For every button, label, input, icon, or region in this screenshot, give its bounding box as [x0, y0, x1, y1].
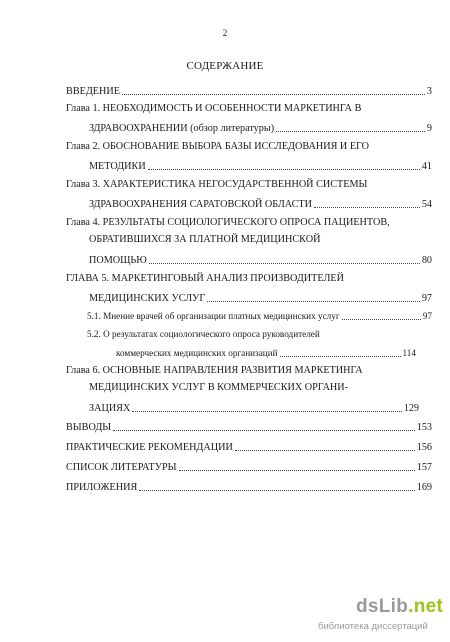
toc-entry-section-5-2-title: 5.2. О результатах социологического опроса руководителей [87, 329, 320, 339]
leader-dots [149, 263, 420, 264]
toc-page-number: 9 [426, 123, 432, 134]
toc-entry-chapter-1-title: Глава 1. НЕОБХОДИМОСТЬ И ОСОБЕННОСТИ МАРКЕТИНГА В [66, 103, 362, 114]
toc-page-number: 156 [416, 442, 432, 453]
leader-dots [122, 94, 425, 95]
toc-entry-conclusions: ВЫВОДЫ 153 [66, 422, 432, 433]
toc-title: СОДЕРЖАНИЕ [186, 60, 264, 72]
toc-page-number: 3 [426, 86, 432, 97]
toc-entry-section-5-1: 5.1. Мнение врачей об организации платных медицинских услуг 97 [87, 311, 432, 321]
leader-dots [276, 131, 425, 132]
toc-entry-chapter-3: ЗДРАВООХРАНЕНИЯ САРАТОВСКОЙ ОБЛАСТИ 54 [89, 199, 432, 210]
toc-entry-appendices: ПРИЛОЖЕНИЯ 169 [66, 482, 432, 493]
toc-entry-chapter-5-title: ГЛАВА 5. МАРКЕТИНГОВЫЙ АНАЛИЗ ПРОИЗВОДИТЕЛЕЙ [66, 273, 344, 284]
page-number: 2 [222, 28, 228, 38]
leader-dots [342, 319, 421, 320]
toc-page-number: 54 [421, 199, 432, 210]
leader-dots [179, 470, 415, 471]
toc-entry-chapter-4: ПОМОЩЬЮ 80 [89, 255, 432, 266]
toc-entry-chapter-1: ЗДРАВООХРАНЕНИИ (обзор литературы) 9 [89, 123, 432, 134]
toc-page-number: 97 [421, 293, 432, 304]
watermark-logo: dsLib.net [356, 596, 444, 617]
leader-dots [113, 430, 415, 431]
toc-page-number: 153 [416, 422, 432, 433]
toc-entry-chapter-6-title-cont: МЕДИЦИНСКИХ УСЛУГ В КОММЕРЧЕСКИХ ОРГАНИ- [89, 382, 349, 393]
toc-entry-recommendations: ПРАКТИЧЕСКИЕ РЕКОМЕНДАЦИИ 156 [66, 442, 432, 453]
leader-dots [148, 169, 420, 170]
toc-entry-chapter-2-title: Глава 2. ОБОСНОВАНИЕ ВЫБОРА БАЗЫ ИССЛЕДОВАНИЯ И ЕГО [66, 141, 370, 152]
toc-entry-bibliography: СПИСОК ЛИТЕРАТУРЫ 157 [66, 462, 432, 473]
toc-entry-chapter-6-title: Глава 6. ОСНОВНЫЕ НАПРАВЛЕНИЯ РАЗВИТИЯ МАРКЕТИНГА [66, 365, 363, 376]
leader-dots [280, 356, 401, 357]
toc-page-number: 114 [402, 348, 416, 358]
toc-page-number: 80 [421, 255, 432, 266]
toc-entry-section-5-2: коммерческих медицинских организаций 114 [116, 348, 416, 358]
toc-entry-chapter-5: МЕДИЦИНСКИХ УСЛУГ 97 [89, 293, 432, 304]
toc-entry-chapter-2: МЕТОДИКИ 41 [89, 161, 432, 172]
toc-page-number: 41 [421, 161, 432, 172]
toc-page-number: 157 [416, 462, 432, 473]
toc-entry-chapter-6: ЗАЦИЯХ 129 [89, 403, 419, 414]
watermark-subtitle: библиотека диссертаций [318, 621, 428, 632]
toc-page-number: 97 [422, 311, 432, 321]
toc-entry-chapter-4-title: Глава 4. РЕЗУЛЬТАТЫ СОЦИОЛОГИЧЕСКОГО ОПРОСА ПАЦИЕНТОВ, [66, 217, 390, 228]
toc-entry-chapter-3-title: Глава 3. ХАРАКТЕРИСТИКА НЕГОСУДАРСТВЕННОЙ СИСТЕМЫ [66, 179, 368, 190]
leader-dots [132, 411, 401, 412]
toc-entry-introduction: ВВЕДЕНИЕ 3 [66, 86, 432, 97]
leader-dots [207, 301, 420, 302]
leader-dots [139, 490, 414, 491]
leader-dots [314, 207, 420, 208]
toc-entry-chapter-4-title-cont: ОБРАТИВШИХСЯ ЗА ПЛАТНОЙ МЕДИЦИНСКОЙ [89, 234, 321, 245]
toc-page-number: 169 [416, 482, 432, 493]
toc-page-number: 129 [403, 403, 419, 414]
leader-dots [235, 450, 415, 451]
